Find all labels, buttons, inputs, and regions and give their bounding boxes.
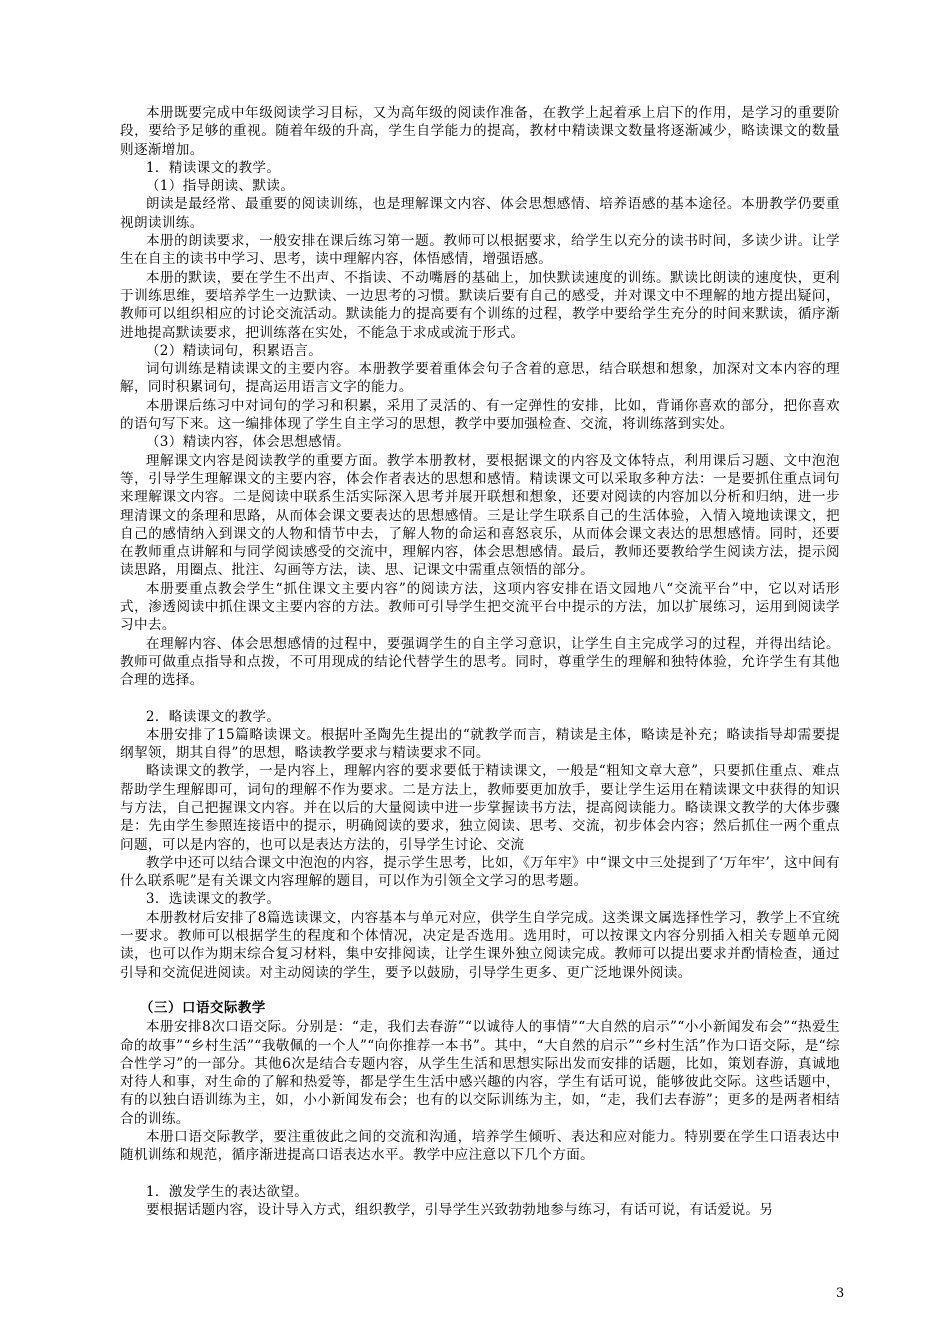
blank-line bbox=[120, 1165, 840, 1183]
section-heading: 2．略读课文的教学。 bbox=[145, 708, 281, 725]
section-heading: 1．激发学生的表达欲望。 bbox=[145, 1183, 309, 1200]
paragraph: 本册既要完成中年级阅读学习目标，又为高年级的阅读作准备，在教学上起着承上启下的作用，是学习的重要阶段，要给予足够的重视。随着年级的升高，学生自学能力的提高，教材中精读课文数量将逐渐减少，略读课文的数量则逐渐增加。 bbox=[120, 105, 840, 158]
document-body bbox=[120, 104, 840, 1219]
paragraph: 教学中还可以结合课文中泡泡的内容，提示学生思考，比如，《万年牢》中“课文中三处提到了‘万年牢’，这中间有什么联系呢”是有关课文内容理解的题目，可以作为引领全文学习的思考题。 bbox=[120, 854, 840, 890]
paragraph: 朗读是最经常、最重要的阅读训练，也是理解课文内容、体会思想感情、培养语感的基本途径。本册教学仍要重视朗读训练。 bbox=[120, 196, 840, 231]
paragraph: 理解课文内容是阅读教学的重要方面。教学本册教材，要根据课文的内容及文体特点，利用课后习题、文中泡泡等，引导学生理解课文的主要内容，体会作者表达的思想和感情。精读课文可以采取多种方法：一是要抓住重点词句来理解课文内容。二是阅读中联系生活实际深入思考并展开联想和想象，还要对阅读的内容加以分析和归纳，进一步理清课文的条理和思路，从而体会课文要表达的思想感情。三是让学生联系自己的生活体验，入情入境地读课文，把自己的感情纳入到课文的人物和情节中去，了解人物的命运和喜怒哀乐，从而体会课文表达的思想感情。同时，还要在教师重点讲解和与同学阅读感受的交流中，理解内容，体会思想感情。最后，教师还要教给学生阅读方法，提示阅读思路，用圈点、批注、勾画等方法，读、思、记课文中需重点领悟的部分。 bbox=[120, 452, 840, 579]
blank-line bbox=[120, 690, 840, 708]
paragraph: 本册课后练习中对词句的学习和积累，采用了灵活的、有一定弹性的安排，比如，背诵你喜欢的部分，把你喜欢的语句写下来。这一编排体现了学生自主学习的思想，教学中要加强检查、交流，将训练落到实处。 bbox=[120, 397, 840, 433]
paragraph: 本册口语交际教学，要注重彼此之间的交流和沟通，培养学生倾听、表达和应对能力。特别要在学生口语表达中随机训练和规范，循序渐进提高口语表达水平。教学中应注意以下几个方面。 bbox=[120, 1129, 840, 1164]
paragraph: 本册要重点教会学生“抓住课文主要内容”的阅读方法，这项内容安排在语文园地八“交流平台”中，它以对话形式，渗透阅读中抓住课文主要内容的方法。教师可引导学生把交流平台中提示的方法，加以扩展练习，运用到阅读学习中去。 bbox=[120, 580, 840, 634]
paragraph: 本册教材后安排了8篇选读课文，内容基本与单元对应，供学生自学完成。这类课文属选择性学习，教学上不宜统一要求。教师可以根据学生的程度和个体情况，决定是否选用。选用时，可以按课文内容分别插入相关专题单元阅读，也可以作为期末综合复习材料，集中安排阅读，让学生课外独立阅读完成。教师可以提出要求并酌情检查，通过引导和交流促进阅读。对主动阅读的学生，要予以鼓励，引导学生更多、更广泛地课外阅读。 bbox=[120, 909, 840, 981]
blank-line bbox=[120, 982, 840, 1000]
paragraph: 本册的朗读要求，一般安排在课后练习第一题。教师可以根据要求，给学生以充分的读书时间，多读少讲。让学生在自主的读书中学习、思考，读中理解内容，体悟感情，增强语感。 bbox=[120, 233, 840, 268]
paragraph: 在理解内容、体会思想感情的过程中，要强调学生的自主学习意识，让学生自主完成学习的过程，并得出结论。教师可做重点指导和点拨，不可用现成的结论代替学生的思考。同时，尊重学生的理解和独特体验，允许学生有其他合理的选择。 bbox=[120, 635, 840, 689]
paragraph: 本册安排了15篇略读课文。根据叶圣陶先生提出的“就教学而言，精读是主体，略读是补充；略读指导却需要提纲挈领，期其自得”的思想，略读教学要求与精读要求不同。 bbox=[120, 726, 840, 762]
section-heading: 3．选读课文的教学。 bbox=[145, 891, 281, 908]
paragraph: 词句训练是精读课文的主要内容。本册教学要着重体会句子含着的意思，结合联想和想象，加深对文本内容的理解，同时积累词句，提高运用语言文字的能力。 bbox=[120, 361, 840, 396]
subsection-heading: （1）指导朗读、默读。 bbox=[145, 178, 295, 195]
paragraph: 本册安排8次口语交际。分别是：“走，我们去春游”“以诚待人的事情”“大自然的启示”“小小新闻发布会”“热爱生命的故事”“乡村生活”“我敬佩的一个人”“向你推荐一本书”。其中，“大自然的启示”“乡村生活”作为口语交际，是“综合性学习”的一部分。其他6次是结合专题内容，从学生生活和思想实际出发而安排的话题，比如，策划春游，真诚地对待人和事，对生命的了解和热爱等，都是学生生活中感兴趣的内容，学生有话可说，能够彼此交际。这些话题中，有的以独白语训练为主，如，小小新闻发布会；也有的以交际训练为主，如，“走，我们去春游”；更多的是两者相结合的训练。 bbox=[120, 1019, 840, 1127]
chapter-heading: （三）口语交际教学 bbox=[140, 1000, 266, 1016]
paragraph: 略读课文的教学，一是内容上，理解内容的要求要低于精读课文，一般是“粗知文章大意”，只要抓住重点、难点帮助学生理解即可，词句的理解不作为要求。二是方法上，教师要更加放手，要让学生运用在精读课文中获得的知识与方法，自己把握课文内容。并在以后的大量阅读中进一步掌握读书方法，提高阅读能力。略读课文教学的大体步骤是：先由学生参照连接语中的提示，明确阅读的要求，独立阅读、思考、交流，初步体会内容；然后抓住一两个重点问题，可以是内容的，也可以是表达方法的，引导学生讨论、交流 bbox=[120, 763, 840, 853]
paragraph: 要根据话题内容，设计导入方式，组织教学，引导学生兴致勃勃地参与练习，有话可说，有话爱说。另 bbox=[145, 1201, 774, 1218]
page-number: 3 bbox=[836, 1286, 845, 1301]
subsection-heading: （2）精读词句，积累语言。 bbox=[145, 342, 323, 359]
section-heading: 1．精读课文的教学。 bbox=[145, 159, 281, 176]
paragraph: 本册的默读，要在学生不出声、不指读、不动嘴唇的基础上，加快默读速度的训练。默读比朗读的速度快，更利于训练思维，要培养学生一边默读、一边思考的习惯。默读后要有自己的感受，并对课文中不理解的地方提出疑问，教师可以组织相应的讨论交流活动。默读能力的提高要有个训练的过程，教学中要给学生充分的时间来默读，循序渐进地提高默读要求，把训练落在实处，不能急于求成或流于形式。 bbox=[120, 269, 840, 341]
subsection-heading: （3）精读内容，体会思想感情。 bbox=[145, 434, 351, 451]
